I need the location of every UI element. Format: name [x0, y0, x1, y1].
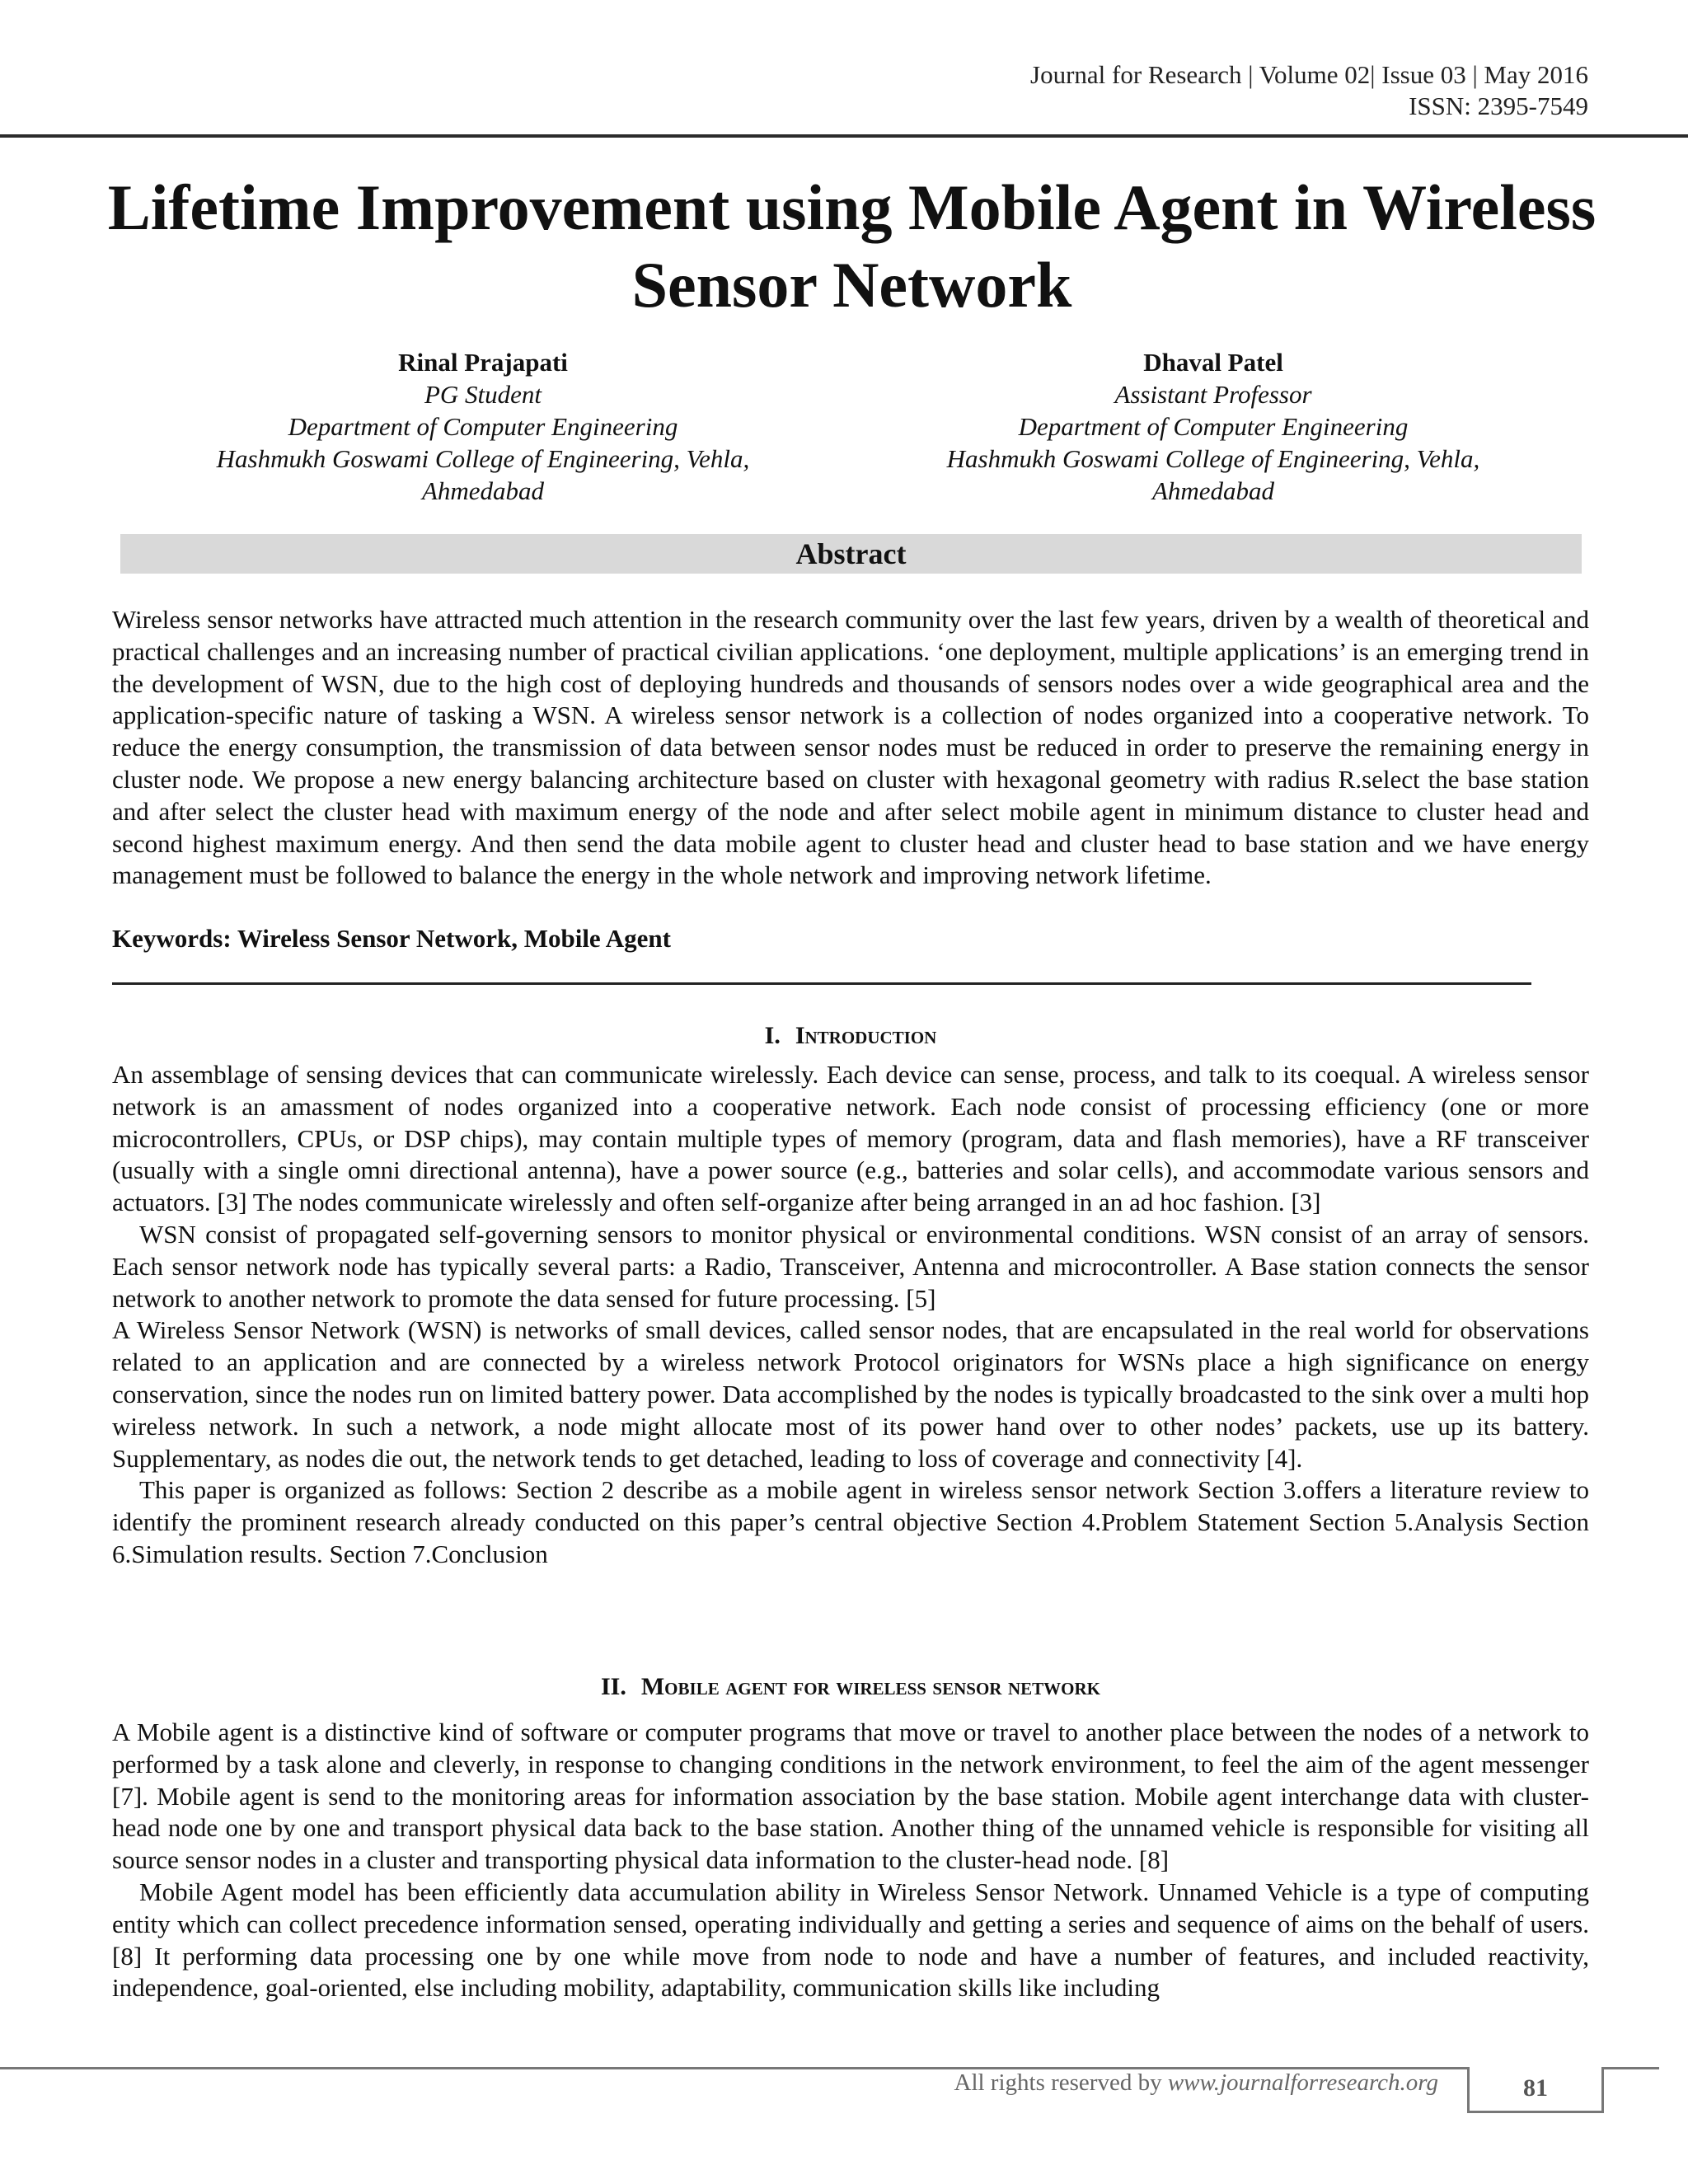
author-department: Department of Computer Engineering: [1018, 412, 1409, 441]
author-city: Ahmedabad: [1151, 476, 1275, 505]
author-name: Dhaval Patel: [1143, 348, 1283, 377]
header-divider: [0, 134, 1688, 138]
section-heading-mobile-agent: [112, 1671, 1589, 1703]
footer-rights: [742, 2067, 1438, 2098]
journal-website: www.journalforresearch.org: [1167, 2069, 1438, 2096]
author-block-1: [145, 346, 821, 507]
author-department: Department of Computer Engineering: [288, 412, 678, 441]
section-title: Mobile agent for wireless sensor network: [640, 1673, 1100, 1700]
author-college: Hashmukh Goswami College of Engineering, Vehla,: [946, 444, 1480, 473]
section-number: II.: [601, 1673, 626, 1700]
paper-title: Lifetime Improvement using Mobile Agent in Wireless Sensor Network: [107, 171, 1597, 321]
section-title: Introduction: [795, 1022, 937, 1049]
section-number: I.: [764, 1022, 781, 1049]
keywords: Keywords: Wireless Sensor Network, Mobile Agent: [112, 924, 671, 953]
paragraph: WSN consist of propagated self-governing sensors to monitor physical or environmental conditions. WSN consist of an array of sensors. Each sensor network node has typically several parts: a Radio, Transceiver, Antenna and microcontroller. A Base station connects the sensor network to another network to promote the data sensed for future processing. [5]: [112, 1219, 1589, 1313]
author-block-2: [875, 346, 1551, 507]
author-name: Rinal Prajapati: [398, 348, 568, 377]
journal-issn: ISSN: 2395-7549: [1409, 91, 1588, 120]
rights-text: All rights reserved by: [954, 2069, 1168, 2096]
abstract-text: Wireless sensor networks have attracted much attention in the research community over the last few years, driven by a wealth of theoretical and practical challenges and an increasing number of practical civilian applications. ‘one deployment, multiple applications’ is an emerging trend in the development of WSN, due to the high cost of deploying hundreds and thousands of sensors nodes over a wide geographical area and the application-specific nature of tasking a WSN. A wireless sensor network is a collection of nodes organized into a cooperative network. To reduce the energy consumption, the transmission of data between sensor nodes must be reduced in order to preserve the remaining energy in cluster node. We propose a new energy balancing architecture based on cluster with hexagonal geometry with radius R.select the base station and after select the cluster head with maximum energy of the node and after select mobile agent in minimum distance to cluster head and second highest maximum energy. And then send the data mobile agent to cluster head and cluster head to base station and we have energy management must be followed to balance the energy in the whole network and improving network lifetime.: [112, 605, 1589, 890]
section-heading-introduction: [112, 1020, 1589, 1052]
paragraph: An assemblage of sensing devices that can communicate wirelessly. Each device can sense, process, and talk to its coequal. A wireless sensor network is an amassment of nodes organized into a cooperative network. Each node consist of processing efficiency (one or more microcontrollers, CPUs, or DSP chips), may contain multiple types of memory (program, data and flash memories), have a RF transceiver (usually with a single omni directional antenna), have a power source (e.g., batteries and solar cells), and accommodate various sensors and actuators. [3] The nodes communicate wirelessly and often self-organize after being arranged in an ad hoc fashion. [3]: [112, 1060, 1589, 1217]
footer-divider-end: [1601, 2067, 1659, 2069]
page-number: 81: [1467, 2067, 1604, 2113]
paragraph: A Wireless Sensor Network (WSN) is networks of small devices, called sensor nodes, that are encapsulated in the real world for observations related to an application and are connected by a wireless network Protocol originators for WSNs place a high significance on energy conservation, since the nodes run on limited battery power. Data accomplished by the nodes is typically broadcasted to the sink over a multi hop wireless network. In such a network, a node might allocate most of its power hand over to other nodes’ packets, use up its battery. Supplementary, as nodes die out, the network tends to get detached, leading to loss of coverage and connectivity [4].: [112, 1315, 1589, 1473]
journal-header: [1030, 59, 1588, 122]
paragraph: This paper is organized as follows: Section 2 describe as a mobile agent in wireless sensor network Section 3.offers a literature review to identify the prominent research already conducted on this paper’s central objective Section 4.Problem Statement Section 5.Analysis Section 6.Simulation results. Section 7.Conclusion: [112, 1475, 1589, 1568]
introduction-body: [112, 1059, 1589, 1571]
paragraph: A Mobile agent is a distinctive kind of software or computer programs that move or travel to another place between the nodes of a network to performed by a task alone and cleverly, in response to changing conditions in the network environment, to feel the aim of the agent messenger [7]. Mobile agent is send to the monitoring areas for information association by the base station. Mobile agent interchange data with cluster-head node one by one and transport physical data back to the base station. Another thing of the unnamed vehicle is responsible for visiting all source sensor nodes in a cluster and transporting physical data information to the cluster-head node. [8]: [112, 1718, 1589, 1875]
author-role: PG Student: [424, 380, 542, 409]
journal-issue-line: Journal for Research | Volume 02| Issue 03 | May 2016: [1030, 60, 1588, 89]
abstract-heading: Abstract: [120, 534, 1582, 574]
keywords-divider: [112, 982, 1531, 985]
mobile-agent-body: [112, 1717, 1589, 2004]
author-college: Hashmukh Goswami College of Engineering, Vehla,: [216, 444, 750, 473]
author-role: Assistant Professor: [1114, 380, 1312, 409]
paragraph: Mobile Agent model has been efficiently data accumulation ability in Wireless Sensor Network. Unnamed Vehicle is a type of computing entity which can collect precedence information sensed, operating individually and getting a series and sequence of aims on the behalf of users. [8] It performing data processing one by one while move from node to node and have a number of features, and included reactivity, independence, goal-oriented, else including mobility, adaptability, communication skills like including: [112, 1877, 1589, 2003]
author-city: Ahmedabad: [421, 476, 545, 505]
